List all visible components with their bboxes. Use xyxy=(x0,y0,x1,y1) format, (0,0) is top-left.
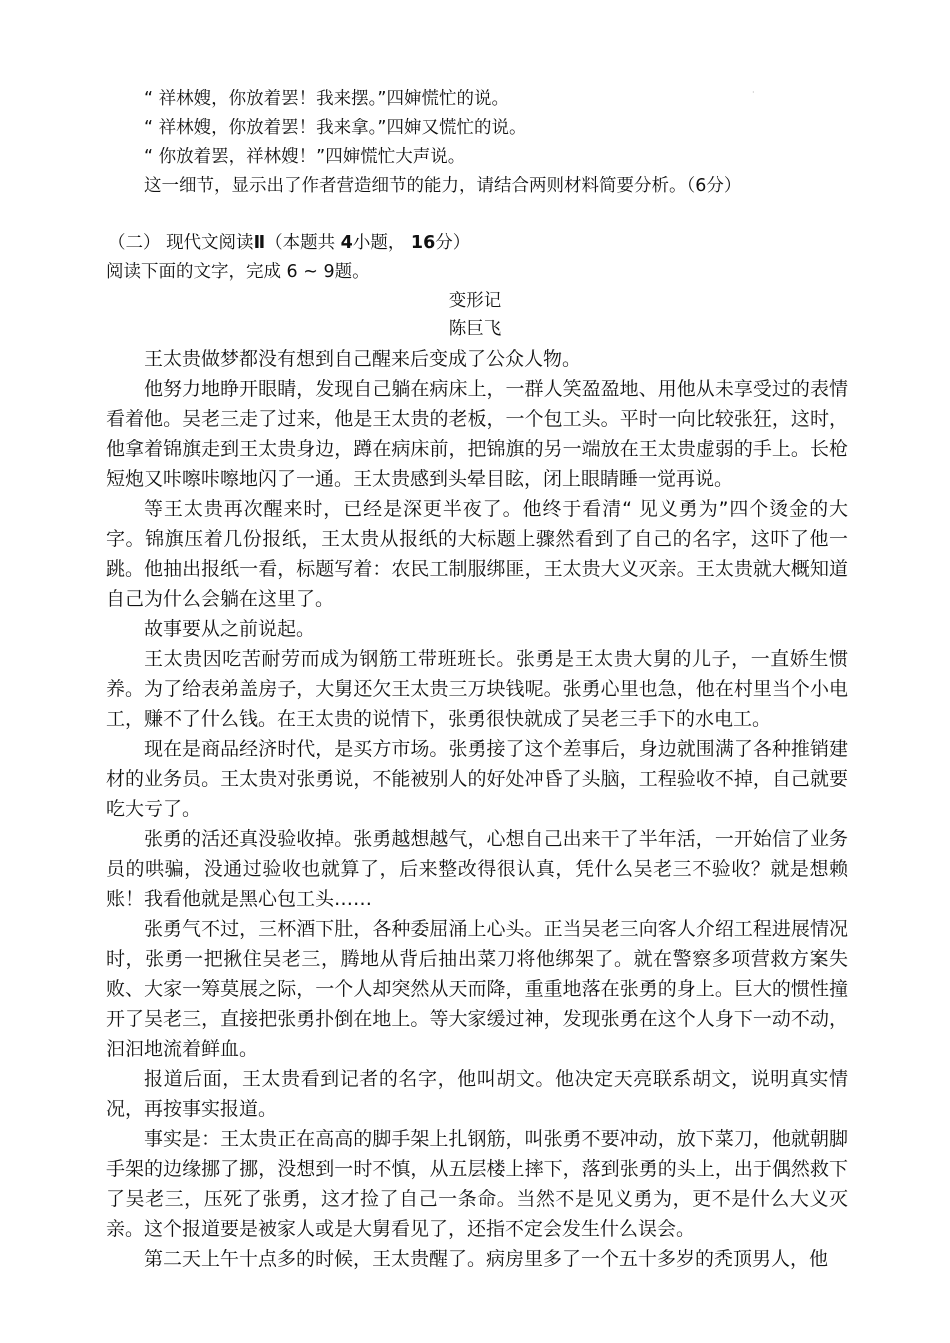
question-prompt: 这一细节，显示出了作者营造细节的能力，请结合两则材料简要分析。（6分） xyxy=(144,176,742,196)
story-paragraph: 故事要从之前说起。 xyxy=(144,618,316,640)
section-middle: （本题共 xyxy=(265,233,341,253)
section-suffix: 分） xyxy=(435,233,471,253)
question-count: 4 xyxy=(340,233,353,253)
story-paragraph: 他努力地睁开眼睛，发现自己躺在病床上，一群人笑盈盈地、用他从未享受过的表情看着他。吴老三走了过来，他是王太贵的老板，一个包工头。平时一向比较张狂，这时，他拿着锦旗走到王太贵身边，蹲在病床前，把锦旗的另一端放在王太贵虚弱的手上。长枪短炮又咔嚓咔嚓地闪了一通。王太贵感到头晕目眩，闭上眼睛睡一觉再说。 xyxy=(106,378,848,490)
story-body xyxy=(106,344,848,1274)
story-paragraph: 现在是商品经济时代，是买方市场。张勇接了这个差事后，身边就围满了各种推销建材的业务员。王太贵对张勇说，不能被别人的好处冲昏了头脑，工程验收不掉，自己就要吃大亏了。 xyxy=(106,738,848,820)
story-paragraph: 第二天上午十点多的时候，王太贵醒了。病房里多了一个五十多岁的秃顶男人，他 xyxy=(144,1248,829,1270)
section-score: 16 xyxy=(410,233,436,253)
story-paragraph: 王太贵做梦都没有想到自己醒来后变成了公众人物。 xyxy=(144,348,582,370)
story-paragraph: 张勇气不过，三杯酒下肚，各种委屈涌上心头。正当吴老三向客人介绍工程进展情况时，张勇一把揪住吴老三，腾地从背后抽出菜刀将他绑架了。就在警察多项营救方案失败、大家一筹莫展之际，一个人却突然从天而降，重重地落在张勇的身上。巨大的惯性撞开了吴老三，直接把张勇扑倒在地上。等大家缓过神，发现张勇在这个人身下一动不动，汩汩地流着鲜血。 xyxy=(106,918,848,1060)
story-paragraph: 王太贵因吃苦耐劳而成为钢筋工带班班长。张勇是王太贵大舅的儿子，一直娇生惯养。为了给表弟盖房子，大舅还欠王太贵三万块钱呢。张勇心里也急，他在村里当个小电工，赚不了什么钱。在王太贵的说情下，张勇很快就成了吴老三手下的水电工。 xyxy=(106,648,848,730)
section-roman: Ⅱ xyxy=(253,233,266,253)
story-paragraph: 张勇的活还真没验收掉。张勇越想越气，心想自己出来干了半年活，一开始信了业务员的哄骗，没通过验收也就算了，后来整改得很认真，凭什么吴老三不验收？就是想赖账！我看他就是黑心包工头…… xyxy=(106,828,848,910)
story-paragraph: 报道后面，王太贵看到记者的名字，他叫胡文。他决定天亮联系胡文，说明真实情况，再按事实报道。 xyxy=(106,1068,848,1120)
dialogue-line-2: “ 祥林嫂，你放着罢！我来拿。”四婶又慌忙的说。 xyxy=(144,118,527,138)
story-title: 变形记 xyxy=(448,291,502,311)
section-middle-2: 小题， xyxy=(352,233,411,253)
reading-instruction: 阅读下面的文字，完成 6 ~ 9题。 xyxy=(106,262,370,282)
story-author: 陈巨飞 xyxy=(448,319,502,339)
section-heading xyxy=(108,232,470,254)
dialogue-line-3: “ 你放着罢，祥林嫂！”四婶慌忙大声说。 xyxy=(144,147,466,167)
corner-mark: · xyxy=(752,88,755,97)
story-paragraph: 等王太贵再次醒来时，已经是深更半夜了。他终于看清“ 见义勇为”四个烫金的大字。锦旗压着几份报纸，王太贵从报纸的大标题上骤然看到了自己的名字，这吓了他一跳。他抽出报纸一看，标题写着：农民工制服绑匪，王太贵大义灭亲。王太贵就大概知道自己为什么会躺在这里了。 xyxy=(106,498,848,610)
story-paragraph: 事实是：王太贵正在高高的脚手架上扎钢筋，叫张勇不要冲动，放下菜刀，他就朝脚手架的边缘挪了挪，没想到一时不慎，从五层楼上摔下，落到张勇的头上，出于偶然救下了吴老三，压死了张勇，这才捡了自己一条命。当然不是见义勇为，更不是什么大义灭亲。这个报道要是被家人或是大舅看见了，还指不定会发生什么误会。 xyxy=(106,1128,848,1240)
dialogue-line-1: “ 祥林嫂，你放着罢！我来摆。”四婶慌忙的说。 xyxy=(144,89,509,109)
section-prefix: （二） 现代文阅读 xyxy=(108,233,254,253)
